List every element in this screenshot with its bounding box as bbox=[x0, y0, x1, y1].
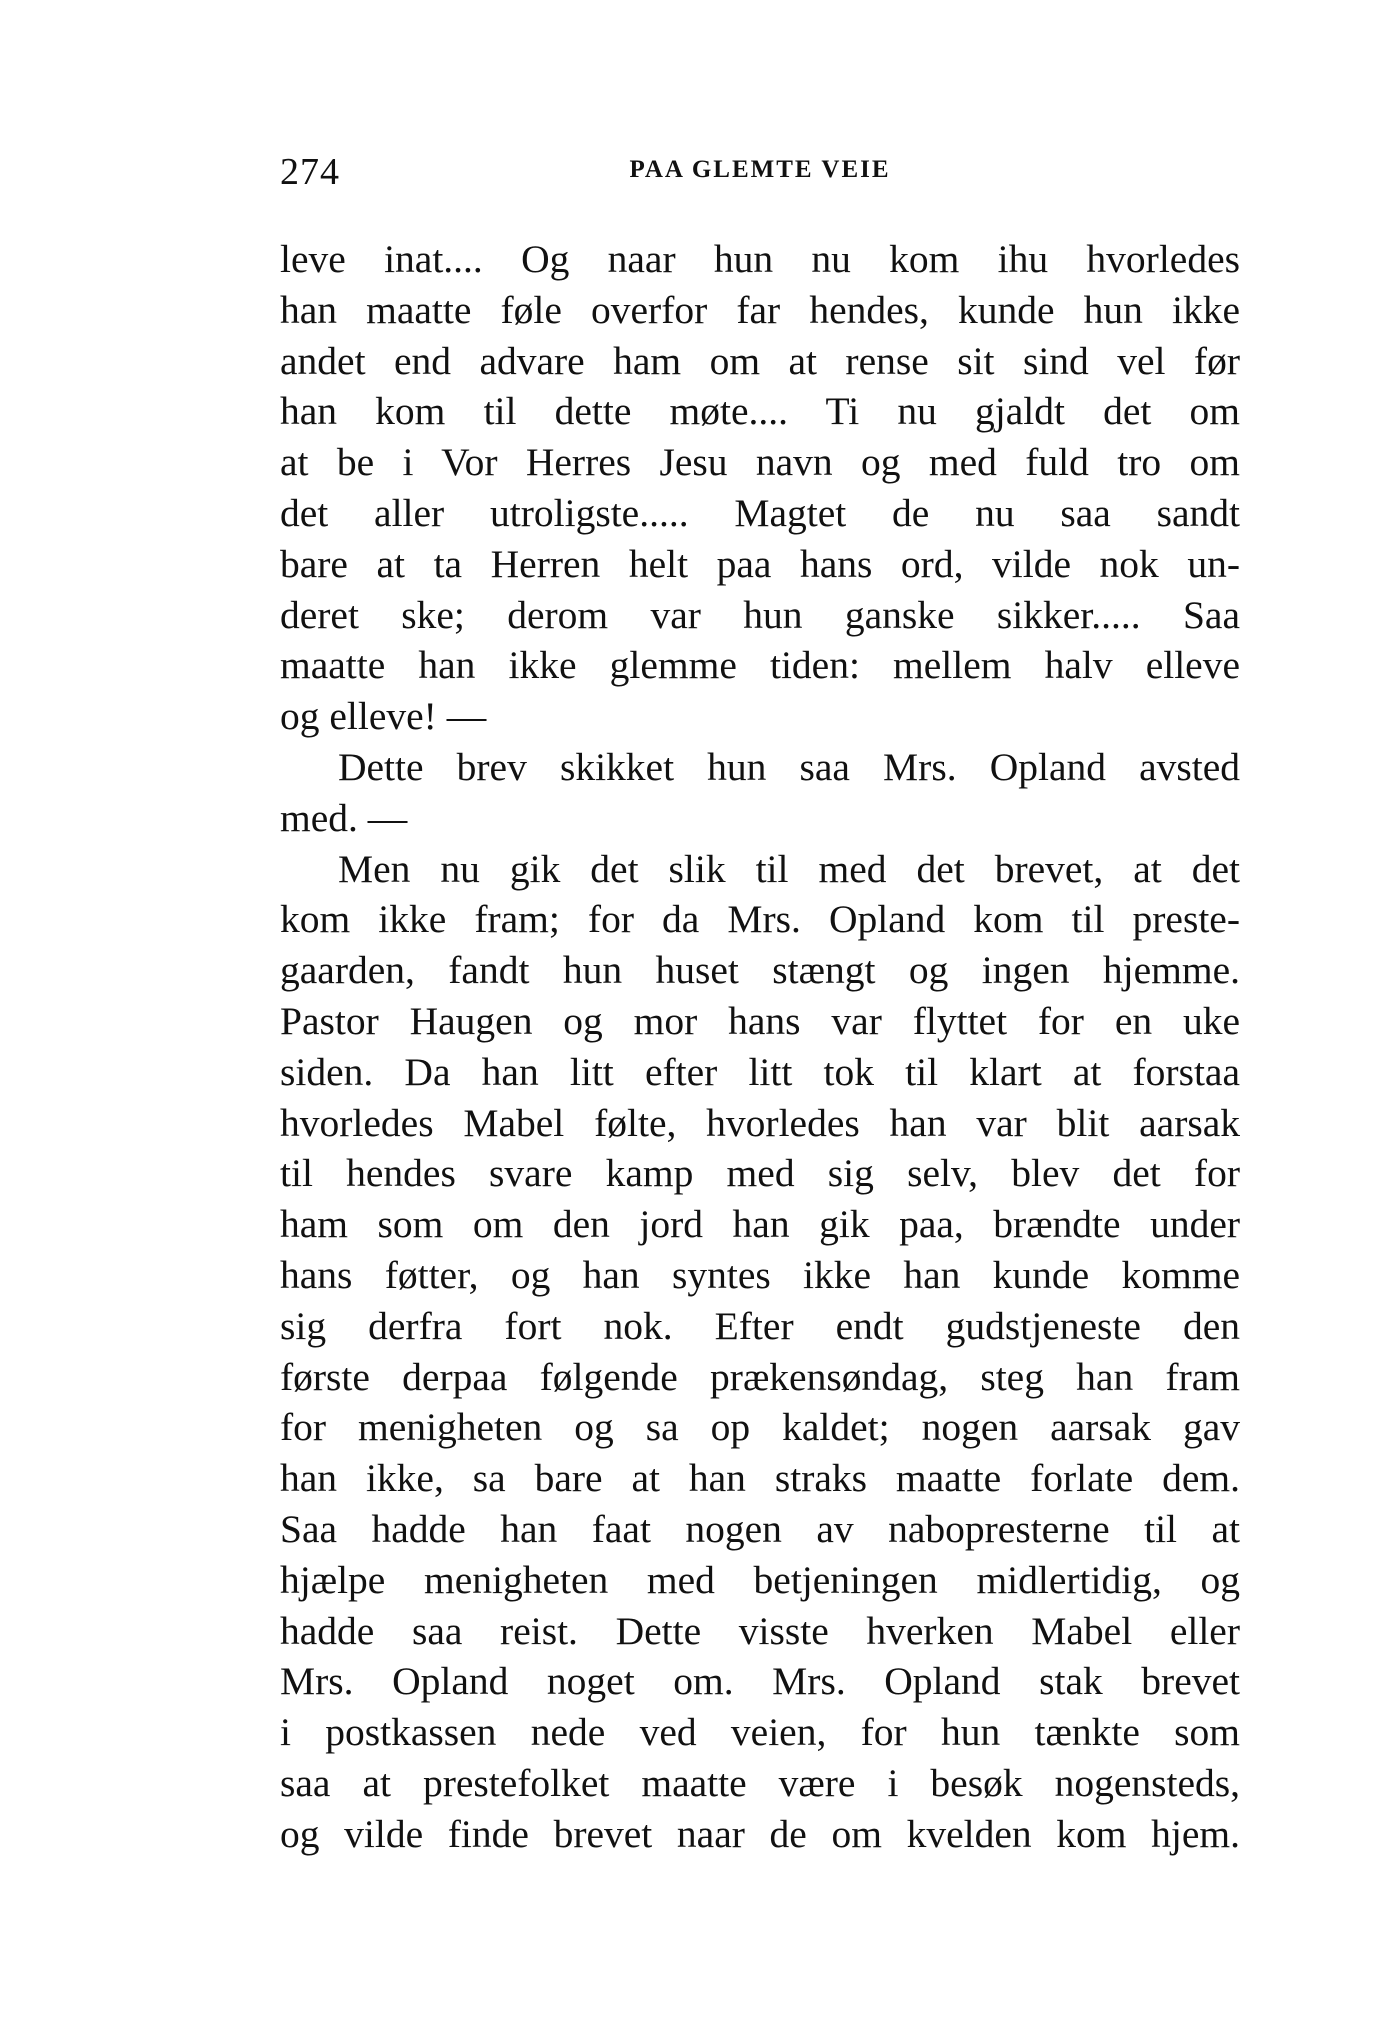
text-line: Mrs. Opland noget om. Mrs. Opland stak brevet bbox=[280, 1659, 1240, 1704]
text-line: sig derfra fort nok. Efter endt gudstjeneste den bbox=[280, 1303, 1240, 1348]
text-line: han kom til dette møte.... Ti nu gjaldt det om bbox=[280, 389, 1240, 434]
body-text bbox=[280, 234, 1240, 1860]
text-line: hvorledes Mabel følte, hvorledes han var blit aarsak bbox=[280, 1100, 1240, 1145]
text-line: hjælpe menigheten med betjeningen midlertidig, og bbox=[280, 1557, 1240, 1602]
text-line: til hendes svare kamp med sig selv, blev det for bbox=[280, 1151, 1240, 1196]
text-line: Men nu gik det slik til med det brevet, at det bbox=[338, 846, 1240, 891]
text-line: deret ske; derom var hun ganske sikker..... Saa bbox=[280, 592, 1240, 637]
text-line: Pastor Haugen og mor hans var flyttet for en uke bbox=[280, 998, 1240, 1043]
text-line: han maatte føle overfor far hendes, kunde hun ikke bbox=[280, 287, 1240, 332]
text-line: det aller utroligste..... Magtet de nu saa sandt bbox=[280, 490, 1240, 535]
text-line: første derpaa følgende prækensøndag, steg han fram bbox=[280, 1354, 1240, 1399]
text-line: leve inat.... Og naar hun nu kom ihu hvorledes bbox=[280, 237, 1240, 281]
text-line: med. — bbox=[280, 795, 408, 840]
text-line: hans føtter, og han syntes ikke han kunde komme bbox=[280, 1252, 1240, 1297]
text-line: Dette brev skikket hun saa Mrs. Opland avsted bbox=[338, 744, 1240, 789]
text-line: maatte han ikke glemme tiden: mellem halv elleve bbox=[280, 643, 1240, 688]
running-title: PAA GLEMTE VEIE bbox=[629, 156, 891, 183]
text-line: saa at prestefolket maatte være i besøk nogensteds, bbox=[280, 1760, 1240, 1805]
text-line: at be i Vor Herres Jesu navn og med fuld tro om bbox=[280, 440, 1240, 485]
text-line: gaarden, fandt hun huset stængt og ingen hjemme. bbox=[280, 948, 1240, 993]
text-line: kom ikke fram; for da Mrs. Opland kom til preste- bbox=[280, 897, 1240, 942]
text-line: han ikke, sa bare at han straks maatte forlate dem. bbox=[280, 1456, 1240, 1501]
text-line: og elleve! — bbox=[280, 694, 487, 739]
text-line: bare at ta Herren helt paa hans ord, vilde nok un- bbox=[280, 541, 1240, 586]
text-line: i postkassen nede ved veien, for hun tænkte som bbox=[280, 1710, 1240, 1755]
text-line: og vilde finde brevet naar de om kvelden kom hjem. bbox=[280, 1811, 1240, 1856]
text-line: siden. Da han litt efter litt tok til klart at forstaa bbox=[280, 1049, 1240, 1094]
text-line: for menigheten og sa op kaldet; nogen aarsak gav bbox=[280, 1405, 1240, 1450]
page-number: 274 bbox=[280, 151, 340, 193]
text-line: Saa hadde han faat nogen av nabopresterne til at bbox=[280, 1506, 1240, 1551]
text-line: andet end advare ham om at rense sit sind vel før bbox=[280, 338, 1240, 383]
text-line: hadde saa reist. Dette visste hverken Mabel eller bbox=[280, 1608, 1240, 1653]
text-line: ham som om den jord han gik paa, brændte under bbox=[280, 1202, 1240, 1247]
running-head bbox=[280, 150, 1240, 200]
